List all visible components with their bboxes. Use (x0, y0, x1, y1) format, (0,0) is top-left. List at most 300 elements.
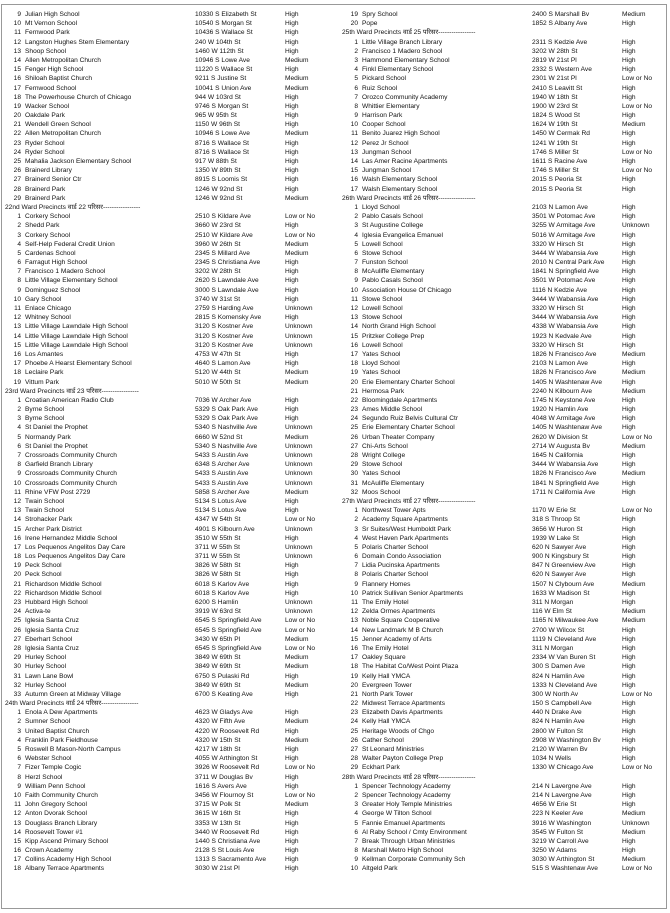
accessibility-level: Medium (285, 488, 309, 496)
location-name: Shedd Park (25, 222, 60, 230)
precinct-number: 17 (350, 350, 358, 358)
accessibility-level: High (622, 681, 636, 689)
precinct-number: 16 (350, 341, 358, 349)
precinct-row (3, 745, 328, 754)
accessibility-level: High (622, 571, 636, 579)
location-address: 1746 S Miller St (532, 148, 579, 156)
accessibility-level: High (622, 268, 636, 276)
accessibility-level: Low or No (622, 865, 653, 873)
precinct-number: 32 (350, 488, 358, 496)
precinct-number: 9 (17, 286, 21, 294)
precinct-number: 4 (17, 736, 21, 744)
location-address: 1826 N Francisco Ave (532, 369, 597, 377)
accessibility-level: High (285, 350, 299, 358)
location-name: Lloyd School (362, 203, 400, 211)
accessibility-level: High (285, 406, 299, 414)
accessibility-level: High (622, 727, 636, 735)
precinct-row (3, 626, 328, 635)
precinct-row (3, 396, 328, 405)
location-address: 2345 S Christiana Ave (195, 259, 261, 267)
location-address: 1824 S Wood St (532, 112, 580, 120)
precinct-number: 29 (13, 654, 21, 662)
precinct-row (3, 506, 328, 515)
precinct-row (3, 276, 328, 285)
precinct-row (3, 479, 328, 488)
location-name: Shoop School (25, 47, 67, 55)
location-address: 311 N Morgan (532, 644, 574, 652)
precinct-number: 28 (350, 452, 358, 459)
precinct-row (340, 681, 665, 690)
location-name: Leclaire Park (25, 369, 64, 377)
accessibility-level: High (622, 415, 636, 423)
location-address: 3711 W Douglas Bv (195, 773, 253, 781)
location-address: 1841 N Springfield Ave (532, 479, 599, 487)
location-address: 1034 N Wells (532, 755, 572, 763)
precinct-row (3, 231, 328, 240)
precinct-number: 14 (13, 56, 21, 64)
location-name: Perez Jr School (362, 139, 409, 147)
precinct-number: 27 (350, 746, 358, 753)
precinct-number: 13 (350, 148, 358, 156)
accessibility-level: High (622, 158, 636, 165)
location-address: 8716 S Wallace St (195, 139, 249, 147)
location-name: Collins Academy High School (25, 856, 112, 864)
accessibility-level: High (622, 332, 636, 340)
location-name: Whittier Elementary (362, 102, 420, 110)
accessibility-level: Low or No (622, 102, 653, 110)
precinct-number: 20 (13, 112, 21, 120)
location-name: Ames Middle School (362, 406, 423, 414)
precinct-number: 27 (13, 176, 21, 184)
location-address: 9746 S Morgan St (195, 102, 249, 110)
location-address: 240 W 104th St (195, 38, 241, 46)
precinct-row (340, 10, 665, 19)
precinct-number: 11 (14, 305, 21, 312)
precinct-row (340, 809, 665, 818)
precinct-row (340, 157, 665, 166)
precinct-row (3, 736, 328, 745)
accessibility-level: High (622, 589, 636, 597)
precinct-number: 4 (17, 240, 21, 248)
location-name: Pope (362, 20, 378, 28)
location-name: Chi-Arts School (362, 442, 408, 450)
precinct-number: 10 (13, 20, 21, 28)
precinct-number: 1 (17, 709, 21, 717)
precinct-number: 20 (13, 571, 21, 579)
accessibility-level: Low or No (622, 433, 653, 441)
location-name: Iglesia Santa Cruz (25, 626, 79, 634)
location-name: Roswell B Mason-North Campus (25, 746, 121, 753)
precinct-number: 3 (354, 222, 358, 230)
location-name: Corkery School (25, 231, 71, 239)
accessibility-level: High (285, 29, 299, 37)
location-name: St Leonard Ministries (362, 746, 424, 753)
location-name: Eckhart Park (362, 764, 400, 772)
precinct-row (3, 800, 328, 809)
location-name: Sr Suites/West Humboldt Park (362, 525, 451, 533)
accessibility-level: Medium (622, 810, 646, 818)
accessibility-level: High (622, 516, 636, 524)
accessibility-level: Medium (285, 378, 309, 386)
location-address: 3849 W 69th St (195, 663, 241, 671)
location-name: Midwest Terrace Apartments (362, 700, 446, 708)
precinct-number: 4 (354, 231, 358, 239)
precinct-number: 5 (17, 433, 21, 441)
location-name: Mt Vernon School (25, 20, 78, 28)
location-name: Little Village Branch Library (362, 38, 443, 46)
location-address: 10540 S Morgan St (195, 20, 252, 28)
location-name: Crossroads Community Church (25, 452, 117, 459)
location-name: Brainerd Senior Ctr (25, 176, 82, 184)
location-name: Spencer Technology Academy (362, 782, 451, 790)
location-address: 5120 W 44th St (195, 369, 241, 377)
location-name: Heritage Woods of Chgo (362, 727, 435, 735)
precinct-row (340, 267, 665, 276)
precinct-row (3, 754, 328, 763)
precinct-number: 2 (17, 222, 21, 230)
precinct-number: 7 (17, 452, 21, 459)
location-address: 1333 N Cleveland Ave (532, 681, 598, 689)
accessibility-level: High (285, 507, 299, 515)
location-address: 2700 W Wilcox St (532, 626, 585, 634)
accessibility-level: Medium (285, 56, 309, 64)
location-address: 4656 W Erie St (532, 801, 577, 809)
precinct-row (3, 809, 328, 818)
precinct-number: 6 (354, 249, 358, 257)
precinct-number: 17 (13, 856, 21, 864)
precinct-number: 14 (350, 626, 358, 634)
accessibility-level: Unknown (285, 553, 313, 561)
precinct-row (340, 791, 665, 800)
location-address: 3320 W Hirsch St (532, 305, 584, 312)
precinct-number: 20 (350, 681, 358, 689)
accessibility-level: Medium (285, 654, 309, 662)
location-name: Walsh Elementary School (362, 176, 438, 184)
accessibility-level: Unknown (285, 461, 313, 469)
location-name: Jungman School (362, 167, 412, 175)
precinct-number: 7 (17, 268, 21, 276)
precinct-row (340, 359, 665, 368)
location-name: Albany Terrace Apartments (25, 865, 105, 873)
precinct-number: 16 (13, 847, 21, 855)
precinct-number: 7 (354, 837, 358, 845)
location-address: 3320 W Hirsch St (532, 341, 584, 349)
location-name: Wacker School (25, 102, 70, 110)
location-address: 3255 W Armitage Ave (532, 222, 596, 230)
location-address: 6200 S Hamlin (195, 599, 239, 606)
location-address: 9211 S Justine St (195, 75, 247, 83)
accessibility-level: High (622, 314, 636, 322)
precinct-row (3, 828, 328, 837)
precinct-number: 6 (354, 84, 358, 92)
location-name: McAuliffe Elementary (362, 268, 425, 276)
precinct-number: 1 (17, 213, 21, 221)
location-address: 214 N Lavergne Ave (532, 791, 592, 799)
accessibility-level: Medium (285, 75, 309, 83)
location-address: 5340 S Nashville Ave (195, 424, 258, 432)
location-address: 3501 W Potomac Ave (532, 213, 596, 221)
location-name: Corkery School (25, 213, 71, 221)
precinct-row (340, 65, 665, 74)
precinct-number: 16 (350, 644, 358, 652)
precinct-row (340, 864, 665, 873)
precinct-row (3, 653, 328, 662)
accessibility-level: High (622, 406, 636, 414)
location-address: 2800 W Fulton St (532, 727, 583, 735)
location-address: 2311 S Kedzie Ave (532, 38, 588, 46)
precinct-number: 12 (350, 305, 358, 312)
accessibility-level: High (622, 84, 636, 92)
precinct-number: 25 (13, 158, 21, 165)
precinct-number: 13 (350, 617, 358, 625)
accessibility-level: High (285, 66, 299, 74)
precinct-number: 3 (354, 56, 358, 64)
location-name: Iglesia Evangelica Emanuel (362, 231, 444, 239)
precinct-number: 17 (350, 185, 358, 193)
precinct-row (3, 47, 328, 56)
precinct-row (340, 846, 665, 855)
precinct-row (3, 322, 328, 331)
precinct-row (3, 864, 328, 873)
precinct-row (3, 185, 328, 194)
precinct-row (3, 378, 328, 387)
accessibility-level: High (622, 553, 636, 561)
location-name: Herzl School (25, 773, 63, 781)
accessibility-level: High (285, 773, 299, 781)
precinct-row (340, 543, 665, 552)
precinct-row (3, 166, 328, 175)
location-name: Twain School (25, 497, 65, 505)
precinct-row (340, 653, 665, 662)
location-address: 3202 W 28th St (532, 47, 578, 55)
accessibility-level: High (285, 819, 299, 827)
precinct-number: 21 (13, 121, 21, 129)
location-address: 1826 N Francisco Ave (532, 470, 597, 478)
location-address: 5329 S Oak Park Ave (195, 406, 258, 414)
precinct-number: 8 (354, 268, 358, 276)
precinct-number: 22 (350, 700, 358, 708)
precinct-row (340, 148, 665, 157)
precinct-number: 11 (14, 801, 21, 809)
location-name: Iglesia Santa Cruz (25, 617, 79, 625)
accessibility-level: Unknown (285, 442, 313, 450)
location-name: West Haven Park Apartments (362, 534, 449, 542)
precinct-row (3, 717, 328, 726)
precinct-row (3, 543, 328, 552)
location-address: 3826 W 58th St (195, 571, 241, 579)
accessibility-level: Medium (622, 442, 646, 450)
precinct-row (340, 552, 665, 561)
precinct-row (340, 368, 665, 377)
location-name: Yates School (362, 470, 401, 478)
precinct-row (340, 837, 665, 846)
precinct-number: 1 (17, 396, 21, 404)
location-address: 3740 W 31st St (195, 295, 241, 303)
accessibility-level: High (622, 791, 636, 799)
location-address: 10946 S Lowe Ave (195, 56, 250, 64)
accessibility-level: High (285, 672, 299, 680)
precinct-row (340, 479, 665, 488)
precinct-number: 8 (354, 847, 358, 855)
accessibility-level: High (285, 176, 299, 184)
accessibility-level: High (285, 360, 299, 368)
precinct-number: 4 (354, 810, 358, 818)
location-address: 1616 S Avers Ave (195, 782, 247, 790)
location-name: Stowe School (362, 461, 403, 469)
location-name: Franklin Park Fieldhouse (25, 736, 98, 744)
precinct-row (340, 47, 665, 56)
precinct-number: 25 (350, 424, 358, 432)
accessibility-level: High (285, 727, 299, 735)
precinct-number: 31 (350, 479, 358, 487)
precinct-number: 14 (350, 158, 358, 165)
precinct-row (3, 148, 328, 157)
precinct-number: 22 (350, 396, 358, 404)
accessibility-level: High (622, 534, 636, 542)
accessibility-level: High (285, 102, 299, 110)
location-address: 3030 W 21st Pl (195, 865, 240, 873)
precinct-number: 6 (17, 259, 21, 267)
location-name: North Park Tower (362, 690, 413, 698)
precinct-row (3, 175, 328, 184)
accessibility-level: Medium (622, 387, 646, 395)
location-address: 4048 W Armitage Ave (532, 415, 596, 423)
precinct-row (340, 221, 665, 230)
accessibility-level: High (622, 231, 636, 239)
location-address: 2510 W Kildare Ave (195, 231, 253, 239)
precinct-number: 12 (13, 810, 21, 818)
location-name: Erie Elementary Charter School (362, 378, 455, 386)
accessibility-level: High (622, 295, 636, 303)
location-address: 3960 W 26th St (195, 240, 241, 248)
precinct-number: 3 (354, 801, 358, 809)
precinct-row (3, 111, 328, 120)
location-address: 1826 N Francisco Ave (532, 350, 597, 358)
accessibility-level: Medium (622, 470, 646, 478)
location-address: 1711 N California Ave (532, 488, 596, 496)
precinct-number: 7 (354, 259, 358, 267)
location-address: 6700 S Keating Ave (195, 690, 253, 698)
location-address: 10436 S Wallace St (195, 29, 253, 37)
precinct-row (340, 442, 665, 451)
location-name: Benito Juarez High School (362, 130, 440, 138)
precinct-row (3, 56, 328, 65)
accessibility-level: High (285, 828, 299, 836)
location-address: 5010 W 50th St (195, 378, 241, 386)
accessibility-level: High (285, 277, 299, 285)
location-name: The Habitat Co/West Point Plaza (362, 663, 459, 671)
accessibility-level: Unknown (285, 323, 313, 331)
precinct-row (340, 616, 665, 625)
precinct-row (3, 690, 328, 699)
precinct-number: 22 (13, 130, 21, 138)
location-name: Crossroads Community Church (25, 479, 117, 487)
location-name: Polaris Charter School (362, 571, 428, 579)
accessibility-level: Medium (285, 663, 309, 671)
location-address: 3456 W Flournoy St (195, 791, 254, 799)
precinct-row (3, 773, 328, 782)
precinct-row (3, 644, 328, 653)
precinct-number: 15 (350, 635, 358, 643)
location-name: United Baptist Church (25, 727, 90, 735)
precinct-number: 20 (350, 378, 358, 386)
accessibility-level: High (622, 782, 636, 790)
accessibility-level: High (622, 20, 636, 28)
location-address: 4901 S Kilbourn Ave (195, 525, 255, 533)
precinct-number: 19 (13, 378, 21, 386)
location-address: 1923 N Kedvale Ave (532, 332, 592, 340)
location-name: Irene Hernandez Middle School (25, 534, 118, 542)
precinct-row (3, 84, 328, 93)
precinct-row (340, 129, 665, 138)
precinct-row (3, 497, 328, 506)
accessibility-level: High (622, 654, 636, 662)
location-address: 2345 S Millard Ave (195, 249, 250, 257)
location-address: 1852 S Albany Ave (532, 20, 588, 28)
location-name: Hurley School (25, 663, 67, 671)
location-name: Rhine VFW Post 2729 (25, 488, 91, 496)
precinct-number: 32 (13, 681, 21, 689)
precinct-number: 8 (354, 102, 358, 110)
precinct-row (340, 175, 665, 184)
location-address: 311 N Morgan (532, 599, 574, 606)
location-address: 5433 S Austin Ave (195, 452, 249, 459)
location-address: 2103 N Lamon Ave (532, 360, 588, 368)
precinct-number: 21 (350, 690, 358, 698)
accessibility-level: High (622, 801, 636, 809)
precinct-number: 24 (350, 415, 358, 423)
precinct-row (3, 368, 328, 377)
precinct-number: 15 (13, 525, 21, 533)
precinct-row (340, 754, 665, 763)
accessibility-level: High (622, 644, 636, 652)
precinct-row (3, 782, 328, 791)
precinct-row (340, 166, 665, 175)
precinct-row (3, 672, 328, 681)
location-name: Autumn Green at Midway Village (25, 690, 121, 698)
accessibility-level: High (622, 203, 636, 211)
accessibility-level: High (622, 277, 636, 285)
location-name: Cardenas School (25, 249, 76, 257)
precinct-row (3, 120, 328, 129)
location-address: 6545 S Springfield Ave (195, 644, 262, 652)
precinct-row (340, 662, 665, 671)
precinct-number: 5 (17, 746, 21, 753)
precinct-number: 30 (13, 663, 21, 671)
location-address: 3615 W 16th St (195, 810, 241, 818)
precinct-row (3, 607, 328, 616)
accessibility-level: High (622, 66, 636, 74)
accessibility-level: Medium (622, 121, 646, 129)
left-column (3, 10, 328, 874)
precinct-number: 10 (350, 865, 358, 873)
precinct-number: 21 (350, 387, 358, 395)
precinct-row (340, 240, 665, 249)
location-name: Moos School (362, 488, 401, 496)
location-address: 1611 S Racine Ave (532, 158, 588, 165)
location-address: 3120 S Kostner Ave (195, 332, 254, 340)
precinct-number: 21 (13, 580, 21, 588)
location-address: 2103 N Lamon Ave (532, 203, 588, 211)
location-name: Gary School (25, 295, 62, 303)
location-address: 1633 W Madison St (532, 589, 590, 597)
accessibility-level: High (285, 314, 299, 322)
precinct-row (3, 405, 328, 414)
location-address: 4320 W Fifth Ave (195, 718, 246, 726)
accessibility-level: High (622, 139, 636, 147)
precinct-row (3, 28, 328, 37)
location-name: Iglesia Santa Cruz (25, 644, 79, 652)
